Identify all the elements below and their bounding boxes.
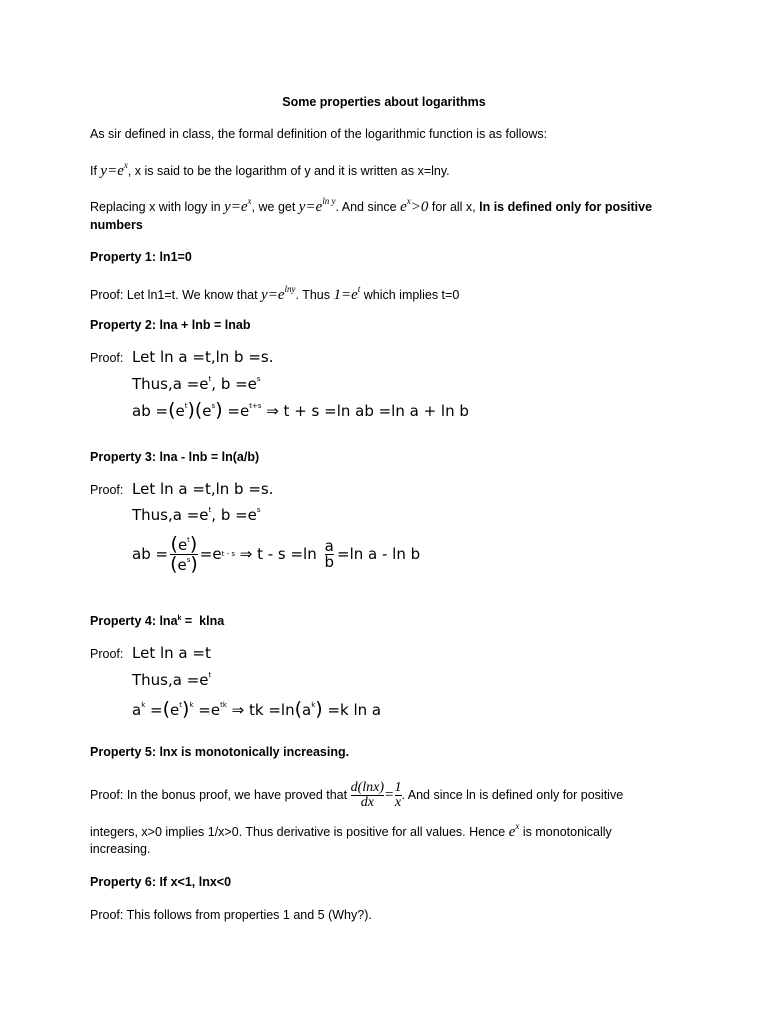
property-1-heading: Property 1: ln1=0 [90,250,192,264]
equation-line: $a^k =(e^t)^k =e^{tk}$ ⇒ tk $=\ln(a^k) =k$ ln a [132,698,382,720]
text: , we get [251,200,299,214]
text: Proof: Let ln1=t. We know that [90,288,262,302]
text: . Thus [295,288,334,302]
property-2-heading: Property 2: lna + lnb = lnab [90,318,251,332]
equation-line: Let ln a =t,ln b =s. [132,480,274,498]
text: Replacing x with logy in [90,200,225,214]
equation-line: Thus,a $=e^t$ [132,671,212,689]
property-4-heading: Property 4: lna$^k$ = klna [90,614,225,629]
property-6-proof: Proof: This follows from properties 1 and 5 (Why?). [90,908,372,922]
definition-line [90,161,450,179]
fraction: $\frac{(e^t)}{(e^s)}$ [170,532,198,575]
text: If [90,164,101,178]
page-title: Some properties about logarithms [282,95,486,109]
text: , x is said to be the logarithm of y and it is written as x=lny. [127,164,450,178]
text: . And since [335,200,401,214]
math-expression: $y=e^{lny}$ [261,284,296,303]
text: which implies t=0 [360,288,460,302]
math-expression: $1=e^t$ [333,284,361,303]
intro-paragraph: As sir defined in class, the formal definition of the logarithmic function is as follows: [90,127,548,141]
proof-label: Proof: [90,351,124,365]
property-5-proof-line: integers, x>0 implies 1/x>0. Thus derivative is positive for all values. Hence $e^x$ is monotonically [90,821,612,840]
bold-text: numbers [90,218,143,232]
math-expression: $y=e^{ln y}$ [298,196,336,215]
proof-label: Proof: [90,483,124,497]
bold-text: ln is defined only for positive [479,200,653,214]
fraction: $\frac{d(\ln x)}{dx}$ [350,779,385,810]
equation-line: ab = $\frac{(e^t)}{(e^s)}$ =e t - s ⇒ t - s =ln $\frac{a}{b}$ =ln a - ln b [132,532,421,575]
property-5-proof: Proof: In the bonus proof, we have proved that $\frac{d(\ln x)}{dx}$ = $\frac{1}{x}$ . And since ln is defined only for positive [90,779,624,810]
text: for all x, [428,200,480,214]
equation-line: Let ln a =t,ln b =s. [132,348,274,366]
equation-line: ab $=(e^t)(e^s) =e^{t+s}$ ⇒ t + s =ln ab =ln a + ln b [132,399,469,421]
property-5-proof-line: increasing. [90,842,151,856]
replacing-line [90,197,652,215]
property-6-heading: Property 6: If x<1, lnx<0 [90,875,232,889]
fraction: $\frac{a}{b}$ [324,536,335,571]
proof-label: Proof: [90,647,124,661]
property-5-heading: Property 5: lnx is monotonically increasing. [90,745,350,759]
equation-line: Thus,a $=e^t$, $b =e^s$ [132,375,261,393]
math-expression: $y=e^x$ [224,196,252,215]
fraction: $\frac{1}{x}$ [394,779,402,810]
math-expression: $e^x>0$ [400,196,429,215]
equation-line: Let ln a =t [132,644,211,662]
property-1-proof [90,285,459,303]
equation-line: Thus,a $=e^t$, $b =e^s$ [132,506,261,524]
property-3-heading: Property 3: lna - lnb = ln(a/b) [90,450,260,464]
math-expression: $y=e^x$ [100,160,128,179]
